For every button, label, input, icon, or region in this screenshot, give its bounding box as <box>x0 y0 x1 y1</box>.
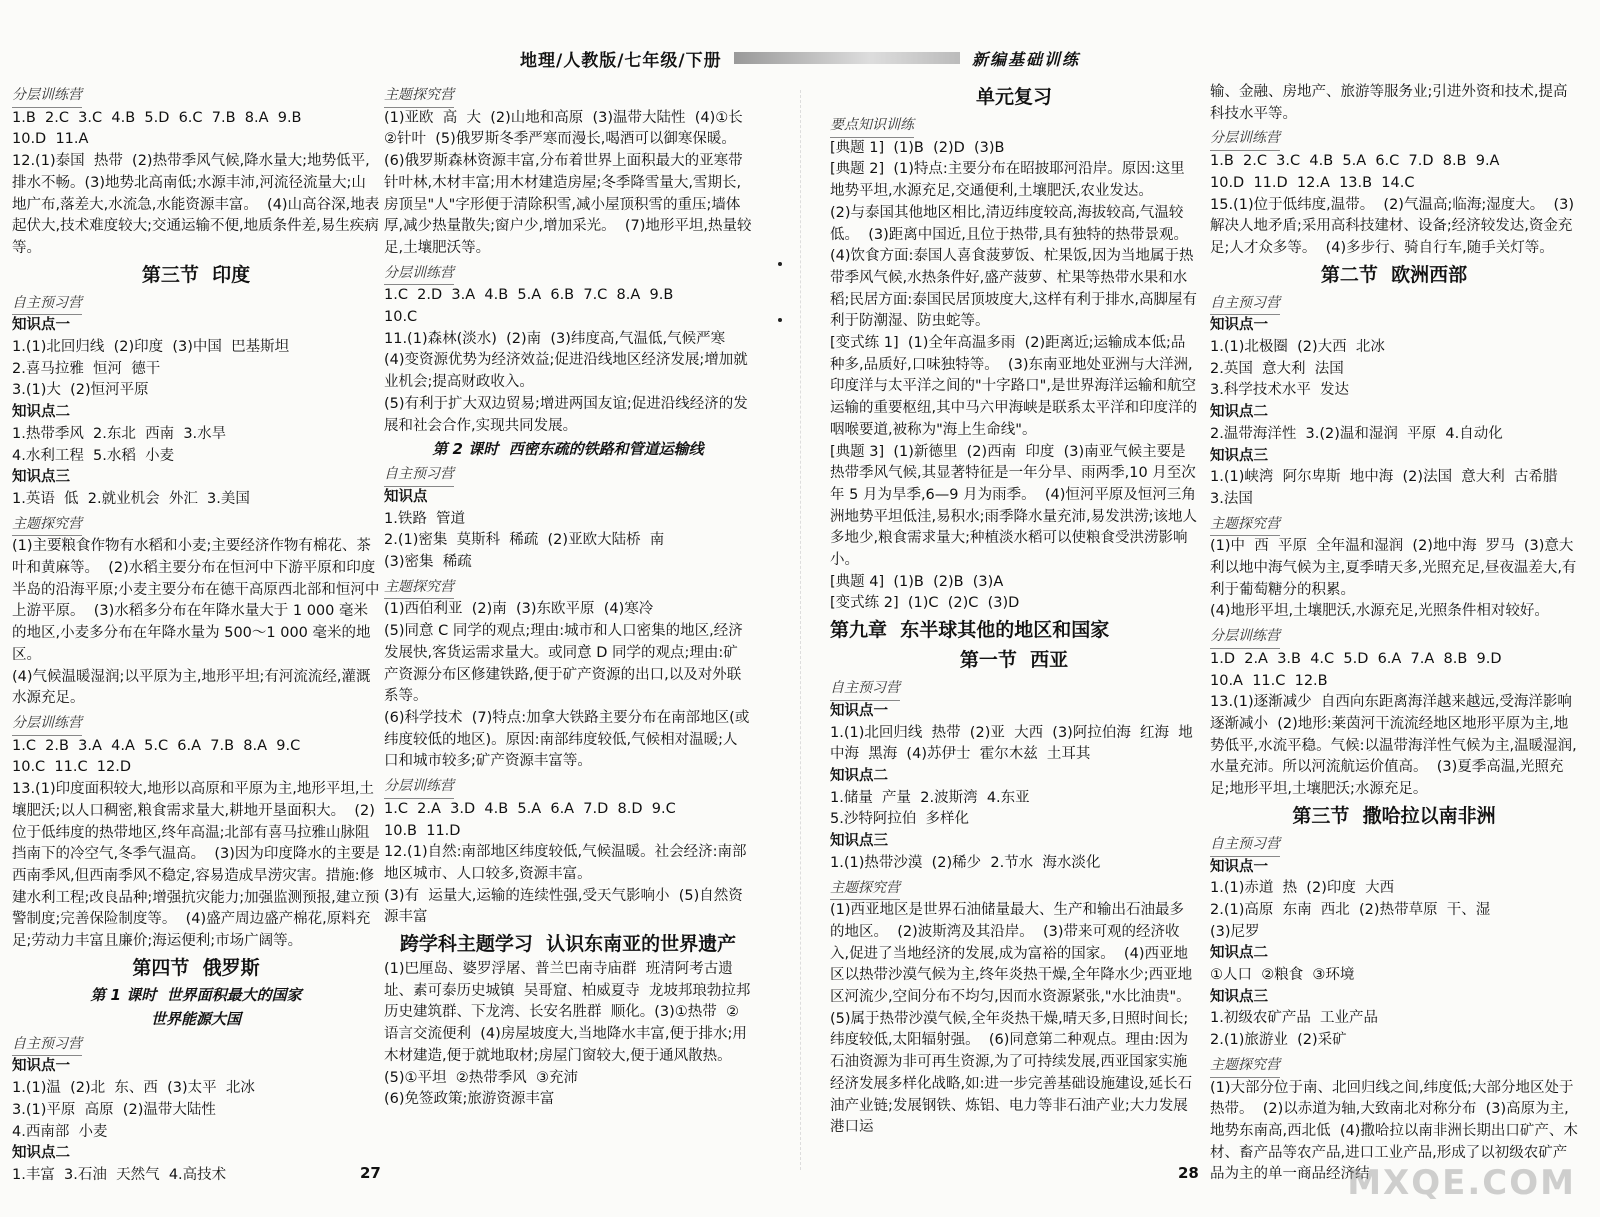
answer-text: 12.(1)自然:南部地区纬度较低,气候温暖。社会经济:南部地区城市、人口较多,资源丰富。 <box>384 844 747 882</box>
answer-text: [变式练 2] (1)C (2)C (3)D <box>830 595 1020 612</box>
knowledge-point-label: 知识点三 <box>830 833 888 850</box>
book-title: 地理/人教版/七年级/下册 <box>520 50 722 71</box>
answer-text: 1.C 2.A 3.D 4.B 5.A 6.A 7.D 8.D 9.C <box>384 800 676 817</box>
answer-text: 10.C <box>384 309 418 326</box>
section-tag: 自主预习营 <box>384 464 454 487</box>
section-heading: 第三节 撒哈拉以南非洲 <box>1292 804 1496 827</box>
answer-text: 2.英国 意大利 法国 <box>1210 360 1344 377</box>
answer-text: ①人口 ②粮食 ③环境 <box>1210 967 1355 984</box>
page-number-right: 28 <box>1178 1164 1199 1182</box>
answer-text: 2.温带海洋性 3.(2)温和湿润 平原 4.自动化 <box>1210 425 1503 442</box>
answer-text: (1)巴厘岛、婆罗浮屠、普兰巴南寺庙群 班清阿考古遗址、素可泰历史城镇 吴哥窟、柏威夏寺 龙坡邦琅勃拉邦历史建筑群、下龙湾、长安名胜群 顺化。(3)①热带 ②语言交流便利 (4)房屋坡度大,当地降水丰富,便于排水;用木材建造,便于就地取材;房屋门窗较大,便于通风散热。 <box>384 961 751 1064</box>
answer-text: 13.(1)印度面积较大,地形以高原和平原为主,地形平坦,土壤肥沃;以人口稠密,粮食需求量大,耕地开垦面积大。 (2)位于低纬度的热带地区,终年高温;北部有喜马拉雅山脉阻挡南下的冷空气,冬季气温高。 (3)因为印度降水的主要是西南季风,但西南季风不稳定,容易造成旱涝灾害。措施:修建水利工程;改良品种;增强抗灾能力;加强监测预报,建立预警制度;完善保险制度等。 (4)盛产周边盛产棉花,原料充足;劳动力丰富且廉价;海运便利;市场广阔等。 <box>12 781 380 950</box>
answer-text: 1.(1)赤道 热 (2)印度 大西 <box>1210 880 1395 897</box>
section-heading: 第四节 俄罗斯 <box>132 956 260 979</box>
section-tag: 分层训练营 <box>1210 128 1280 151</box>
section-heading: 单元复习 <box>975 86 1052 108</box>
answer-text: 5.沙特阿拉伯 多样化 <box>830 811 970 828</box>
knowledge-point-label: 知识点三 <box>1210 447 1268 464</box>
binding-dot <box>778 262 782 266</box>
answer-text: 1.(1)北回归线 热带 (2)亚 大西 (3)阿拉伯海 红海 地中海 黑海 (4)苏伊士 霍尔木兹 土耳其 <box>830 724 1193 763</box>
section-tag: 分层训练营 <box>384 776 454 799</box>
answer-text: (4)气候温暖湿润;以平原为主,地形平坦;有河流流经,灌溉水源充足。 <box>12 668 371 707</box>
answer-text: 1.热带季风 2.东北 西南 3.水旱 <box>12 425 227 442</box>
answer-text: 10.D 11.D 12.A 13.B 14.C <box>1210 174 1415 191</box>
page-header <box>520 44 1080 72</box>
knowledge-point-label: 知识点一 <box>12 317 70 334</box>
answer-text: 11.(1)森林(淡水) (2)南 (3)纬度高,气温低,气候严寒 (4)变资源优势为经济效益;促进沿线地区经济发展;增加就业机会;提高财政收入。 <box>384 330 748 391</box>
answer-text: (3)密集 稀疏 <box>384 554 472 571</box>
section-tag: 分层训练营 <box>1210 626 1280 649</box>
knowledge-point-label: 知识点二 <box>830 767 888 784</box>
answer-text: 1.B 2.C 3.C 4.B 5.A 6.C 7.D 8.B 9.A <box>1210 153 1500 170</box>
answer-column-3 <box>830 82 1198 1172</box>
page-number-left: 27 <box>360 1164 381 1182</box>
section-tag: 主题探究营 <box>1210 1055 1280 1078</box>
knowledge-point-label: 知识点二 <box>12 1145 70 1162</box>
answer-text: 1.C 2.B 3.A 4.A 5.C 6.A 7.B 8.A 9.C <box>12 737 301 754</box>
chapter-heading: 第九章 东半球其他的地区和国家 <box>830 619 1110 642</box>
lesson-subheading: 世界能源大国 <box>150 1009 241 1028</box>
answer-text: 1.B 2.C 3.C 4.B 5.D 6.C 7.B 8.A 9.B <box>12 109 302 126</box>
section-tag: 主题探究营 <box>12 514 82 537</box>
answer-text: 1.初级农矿产品 工业产品 <box>1210 1010 1379 1027</box>
spine-divider <box>800 90 801 1170</box>
watermark-logo: MXQE.COM <box>1347 1163 1576 1203</box>
answer-text: (3)尼罗 <box>1210 923 1260 940</box>
answer-text: (1)中 西 平原 全年温和湿润 (2)地中海 罗马 (3)意大利以地中海气候为主,夏季晴天多,光照充足,昼夜温差大,有利于葡萄糖分的积累。 <box>1210 538 1577 598</box>
section-tag: 要点知识训练 <box>830 115 914 138</box>
section-tag: 自主预习营 <box>1210 834 1280 857</box>
knowledge-point-label: 知识点一 <box>830 702 888 719</box>
knowledge-point-label: 知识点二 <box>1210 404 1268 421</box>
section-heading: 第二节 欧洲西部 <box>1320 263 1468 286</box>
answer-text: 1.丰富 3.石油 天然气 4.高技术 <box>12 1166 227 1183</box>
answer-text: 1.C 2.D 3.A 4.B 5.A 6.B 7.C 8.A 9.B <box>384 287 674 304</box>
section-heading: 跨学科主题学习 认识东南亚的世界遗产 <box>399 933 737 956</box>
answer-text: 3.(1)平原 高原 (2)温带大陆性 <box>12 1101 216 1118</box>
answer-text: 1.英语 低 2.就业机会 外汇 3.美国 <box>12 490 250 507</box>
answer-text: (1)亚欧 高 大 (2)山地和高原 (3)温带大陆性 (4)①长 ②针叶 (5)俄罗斯冬季严寒而漫长,喝酒可以御寒保暖。 (6)俄罗斯森林资源丰富,分布着世界上面积最大的亚寒带针叶林,木材丰富;用木材建造房屋;冬季降雪量大,雪期长,房顶呈"人"字形便于清除积雪,减小屋顶积雪的重压;墙体厚,减少热量散失;窗户少,增加采光。 (7)地形平坦,热量较足,土壤肥沃等。 <box>384 109 752 256</box>
section-tag: 自主预习营 <box>12 293 82 316</box>
answer-text: 10.C 11.C 12.D <box>12 759 132 776</box>
section-tag: 主题探究营 <box>384 85 454 108</box>
answer-text: 1.储量 产量 2.波斯湾 4.东亚 <box>830 789 1030 806</box>
section-tag: 主题探究营 <box>1210 514 1280 537</box>
answer-text: (3)有 运量大,运输的连续性强,受天气影响小 (5)自然资源丰富 <box>384 887 743 926</box>
section-tag: 自主预习营 <box>12 1034 82 1057</box>
lesson-subheading: 第 1 课时 世界面积最大的国家 <box>90 985 302 1004</box>
answer-text: 1.D 2.A 3.B 4.C 5.D 6.A 7.A 8.B 9.D <box>1210 650 1502 667</box>
knowledge-point-label: 知识点二 <box>1210 945 1268 962</box>
knowledge-point-label: 知识点三 <box>1210 988 1268 1005</box>
section-tag: 主题探究营 <box>830 878 900 901</box>
answer-text: (2)与泰国其他地区相比,清迈纬度较高,海拔较高,气温较低。 (3)距离中国近,且位于热带,具有独特的热带景观。 (4)饮食方面:泰国人喜食菠萝饭、杧果饭,因为当地属于热带季风气候,水热条件好,盛产菠萝、杧果等热带水果和水稻;民居方面:泰国民居顶坡度大,这样有利于排水,高脚屋有利于防潮湿、防虫蛇等。 <box>830 204 1198 330</box>
answer-text: [变式练 1] (1)全年高温多雨 (2)距离近;运输成本低;品种多,品质好,口味独特等。 (3)东南亚地处亚洲与大洋洲,印度洋与太平洋之间的"十字路口",是世界海洋运输和航空运输的重要枢纽,其中马六甲海峡是联系太平洋和印度洋的咽喉要道,被称为"海上生命线"。 <box>830 335 1198 438</box>
answer-text: 1.(1)温 (2)北 东、西 (3)太平 北冰 <box>12 1080 255 1097</box>
answer-text: 1.(1)峡湾 阿尔卑斯 地中海 (2)法国 意大利 古希腊 <box>1210 469 1558 486</box>
answer-text: 1.(1)北回归线 (2)印度 (3)中国 巴基斯坦 <box>12 339 290 356</box>
knowledge-point-label: 知识点三 <box>12 469 70 486</box>
section-heading: 第一节 西亚 <box>959 649 1069 672</box>
answer-text: (5)有利于扩大双边贸易;增进两国友谊;促进沿线经济的发展和社会合作,实现共同发展。 <box>384 395 748 434</box>
header-bar <box>734 52 960 64</box>
answer-text: 10.A 11.C 12.B <box>1210 672 1328 689</box>
section-tag: 自主预习营 <box>1210 293 1280 316</box>
answer-text: [典题 2] (1)特点:主要分布在昭披耶河沿岸。原因:这里地势平坦,水源充足,交通便利,土壤肥沃,农业发达。 <box>830 161 1185 200</box>
answer-text: 1.(1)热带沙漠 (2)稀少 2.节水 海水淡化 <box>830 854 1101 871</box>
answer-text: 1.(1)北极圈 (2)大西 北冰 <box>1210 339 1385 356</box>
answer-text: (4)地形平坦,土壤肥沃,水源充足,光照条件相对较好。 <box>1210 603 1549 620</box>
answer-text: 1.铁路 管道 <box>384 510 466 527</box>
lesson-subheading: 第 2 课时 西密东疏的铁路和管道运输线 <box>432 440 704 459</box>
answer-text: (1)西伯利亚 (2)南 (3)东欧平原 (4)寒冷 <box>384 601 654 618</box>
answer-text: 输、金融、房地产、旅游等服务业;引进外资和技术,提高科技水平等。 <box>1210 84 1568 122</box>
section-tag: 分层训练营 <box>12 713 82 736</box>
answer-text: 13.(1)逐渐减少 自西向东距离海洋越来越远,受海洋影响逐渐减小 (2)地形:莱茵河干流流经地区地形平原为主,地势低平,水流平稳。气候:以温带海洋性气候为主,温暖湿润,水量充沛。所以河流航运价值高。 (3)夏季高温,光照充足;地形平坦,土壤肥沃;水源充足。 <box>1210 694 1577 798</box>
answer-text: 4.西南部 小麦 <box>12 1123 108 1140</box>
answer-text: [典题 1] (1)B (2)D (3)B <box>830 139 1005 156</box>
answer-text: 12.(1)泰国 热带 (2)热带季风气候,降水量大;地势低平,排水不畅。(3)地势北高南低;水源丰沛,河流径流量大;山地广布,落差大,水流急,水能资源丰富。 (4)山高谷深,地表起伏大,技术难度较大;交通运输不便,地质条件差,易生疾病等。 <box>12 153 380 256</box>
section-tag: 自主预习营 <box>830 678 900 701</box>
answer-text: 2.(1)密集 莫斯科 稀疏 (2)亚欧大陆桥 南 <box>384 532 665 549</box>
knowledge-point-label: 知识点一 <box>12 1058 70 1075</box>
answer-column-2 <box>384 82 752 1172</box>
answer-text: (1)主要粮食作物有水稻和小麦;主要经济作物有棉花、茶叶和黄麻等。 (2)水稻主要分布在恒河中下游平原和印度半岛的沿海平原;小麦主要分布在德干高原西北部和恒河中上游平原。 (3)水稻多分布在年降水量大于 1 000 毫米的地区,小麦多分布在年降水量为 500～1 000 毫米的地区。 <box>12 538 380 663</box>
section-tag: 分层训练营 <box>12 85 82 108</box>
answer-text: [典题 3] (1)新德里 (2)西南 印度 (3)南亚气候主要是热带季风气候,其显著特征是一年分旱、雨两季,10 月至次年 5 月为旱季,6—9 月为雨季。 (4)恒河平原及恒河三角洲地势平坦低洼,易积水;雨季降水量充沛,易发洪涝;该地人多地少,粮食需求量大;种植淡水稻可以使粮食受洪涝影响小。 <box>830 443 1197 569</box>
answer-text: 3.科学技术水平 发达 <box>1210 382 1350 399</box>
answer-text: 3.法国 <box>1210 490 1253 507</box>
answer-text: 10.D 11.A <box>12 131 89 148</box>
answer-text: (5)同意 C 同学的观点;理由:城市和人口密集的地区,经济发展快,客货运需求量大。或同意 D 同学的观点;理由:矿产资源分布区修建铁路,便于矿产资源的出口,以及对外联系等。 <box>384 623 743 705</box>
answer-text: 10.B 11.D <box>384 822 461 839</box>
answer-text: (6)免签政策;旅游资源丰富 <box>384 1091 555 1108</box>
answer-text: 15.(1)位于低纬度,温带。 (2)气温高;临海;湿度大。 (3)解决人地矛盾;采用高科技建材、设备;经济较发达,资金充足;人才众多等。 (4)多步行、骑自行车,随手关灯等。 <box>1210 196 1574 256</box>
answer-text: 2.(1)旅游业 (2)采矿 <box>1210 1032 1347 1049</box>
answer-text: [典题 4] (1)B (2)B (3)A <box>830 573 1004 590</box>
answer-text: (6)科学技术 (7)特点:加拿大铁路主要分布在南部地区(或纬度较低的地区)。原因:南部纬度较低,气候相对温暖;人口和城市较多;矿产资源丰富等。 <box>384 709 750 770</box>
series-name: 新编基础训练 <box>971 49 1080 69</box>
answer-text: (1)西亚地区是世界石油储量最大、生产和输出石油最多的地区。 (2)波斯湾及其沿岸。 (3)带来可观的经济收入,促进了当地经济的发展,成为富裕的国家。 (4)西亚地区以热带沙漠气候为主,终年炎热干燥,全年降水少;西亚地区河流少,空间分布不均匀,因而水资源紧张,"水比油贵"。 (5)属于热带沙漠气候,全年炎热干燥,晴天多,日照时间长;纬度较低,太阳辐射强。 (6)同意第二种观点。理由:因为石油资源为非可再生资源,为了可持续发展,西亚国家实施经济发展多样化战略,如:进一步完善基础设施建设,延长石油产业链;发展钢铁、炼铝、电力等非石油产业;大力发展港口运 <box>830 902 1200 1136</box>
answer-text: 3.(1)大 (2)恒河平原 <box>12 382 149 399</box>
binding-dot <box>778 318 782 322</box>
answer-text: 2.(1)高原 东南 西北 (2)热带草原 干、湿 <box>1210 901 1491 918</box>
knowledge-point-label: 知识点一 <box>1210 317 1268 334</box>
knowledge-point-label: 知识点 <box>384 488 428 505</box>
section-tag: 分层训练营 <box>384 263 454 286</box>
knowledge-point-label: 知识点一 <box>1210 858 1268 875</box>
answer-text: 4.水利工程 5.水稻 小麦 <box>12 447 175 464</box>
section-heading: 第三节 印度 <box>141 263 251 286</box>
answer-text: (5)①平坦 ②热带季风 ③充沛 <box>384 1069 578 1086</box>
section-tag: 主题探究营 <box>384 577 454 600</box>
knowledge-point-label: 知识点二 <box>12 404 70 421</box>
answer-text: (1)大部分位于南、北回归线之间,纬度低;大部分地区处于热带。 (2)以赤道为轴,大致南北对称分布 (3)高原为主,地势东南高,西北低 (4)撒哈拉以南非洲长期出口矿产、木材、畜产品等农产品,进口工业产品,形成了以初级农矿产品为主的单一商品经济结 <box>1210 1079 1578 1183</box>
answer-text: 2.喜马拉雅 恒河 德干 <box>12 360 161 377</box>
